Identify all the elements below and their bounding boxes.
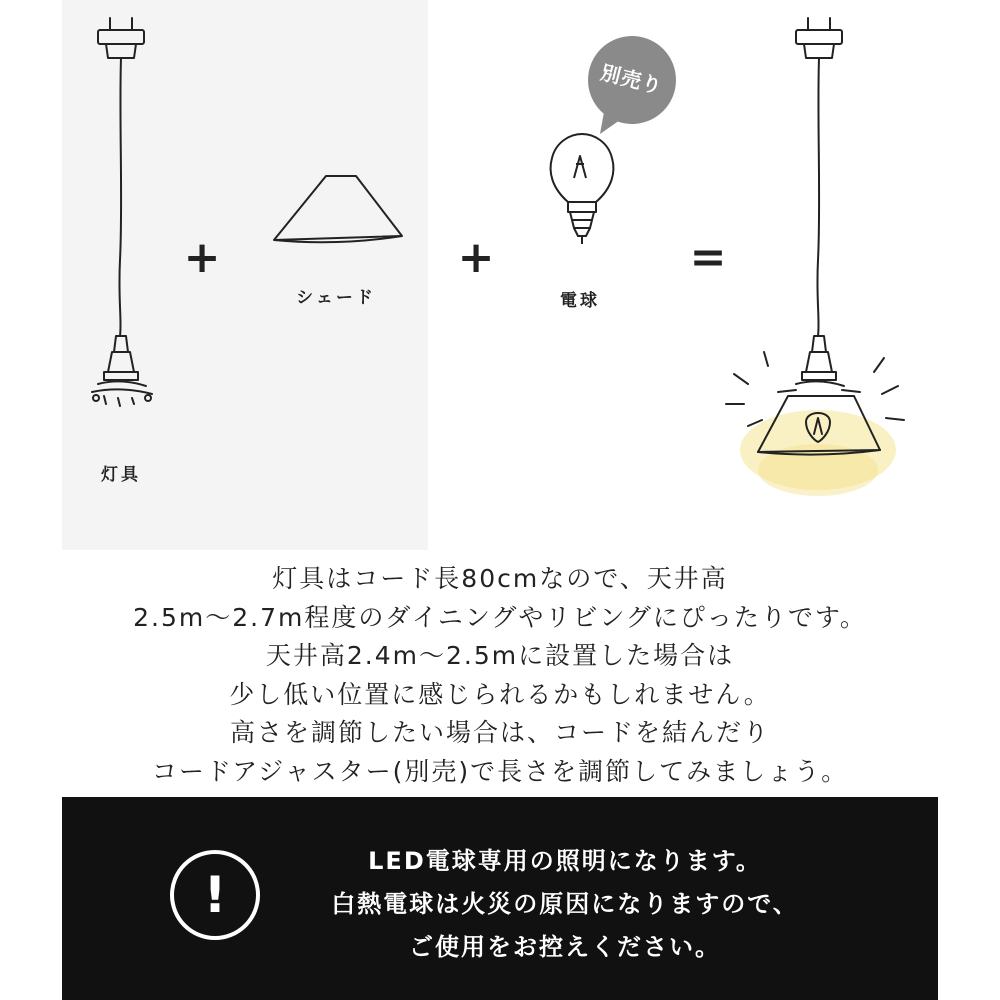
description-line: 灯具はコード長80cmなので、天井高 <box>272 564 728 593</box>
bulb-label: 電球 <box>560 291 600 311</box>
notice-text <box>285 840 845 969</box>
description-line: 少し低い位置に感じられるかもしれません。 <box>229 679 771 709</box>
equals-sign: = <box>689 232 727 283</box>
notice-line: LED電球専用の照明になります。 <box>368 847 762 875</box>
fixture-drawing <box>92 18 152 406</box>
description-line: 2.5m〜2.7m程度のダイニングやリビングにぴったりです。 <box>133 602 867 632</box>
result-drawing <box>758 18 880 455</box>
bulb-drawing <box>551 134 614 244</box>
description-line: コードアジャスター(別売)で長さを調節してみましょう。 <box>151 756 849 786</box>
notice-line: ご使用をお控えください。 <box>409 933 721 961</box>
exclamation-glyph: ! <box>203 866 227 924</box>
description-line: 高さを調節したい場合は、コードを結んだり <box>229 718 770 747</box>
sold-separately-text: 別売り <box>598 60 666 99</box>
description-text <box>0 560 1000 791</box>
exclamation-circle-icon <box>170 850 260 940</box>
fixture-label: 灯具 <box>101 465 141 485</box>
plus-sign-1: + <box>183 232 221 283</box>
description-line: 天井高2.4m〜2.5mに設置した場合は <box>265 641 735 670</box>
shade-label: シェード <box>296 288 376 308</box>
shade-drawing <box>274 176 402 242</box>
plus-sign-2: + <box>457 232 495 283</box>
notice-line: 白熱電球は火災の原因になりますので、 <box>331 890 799 918</box>
